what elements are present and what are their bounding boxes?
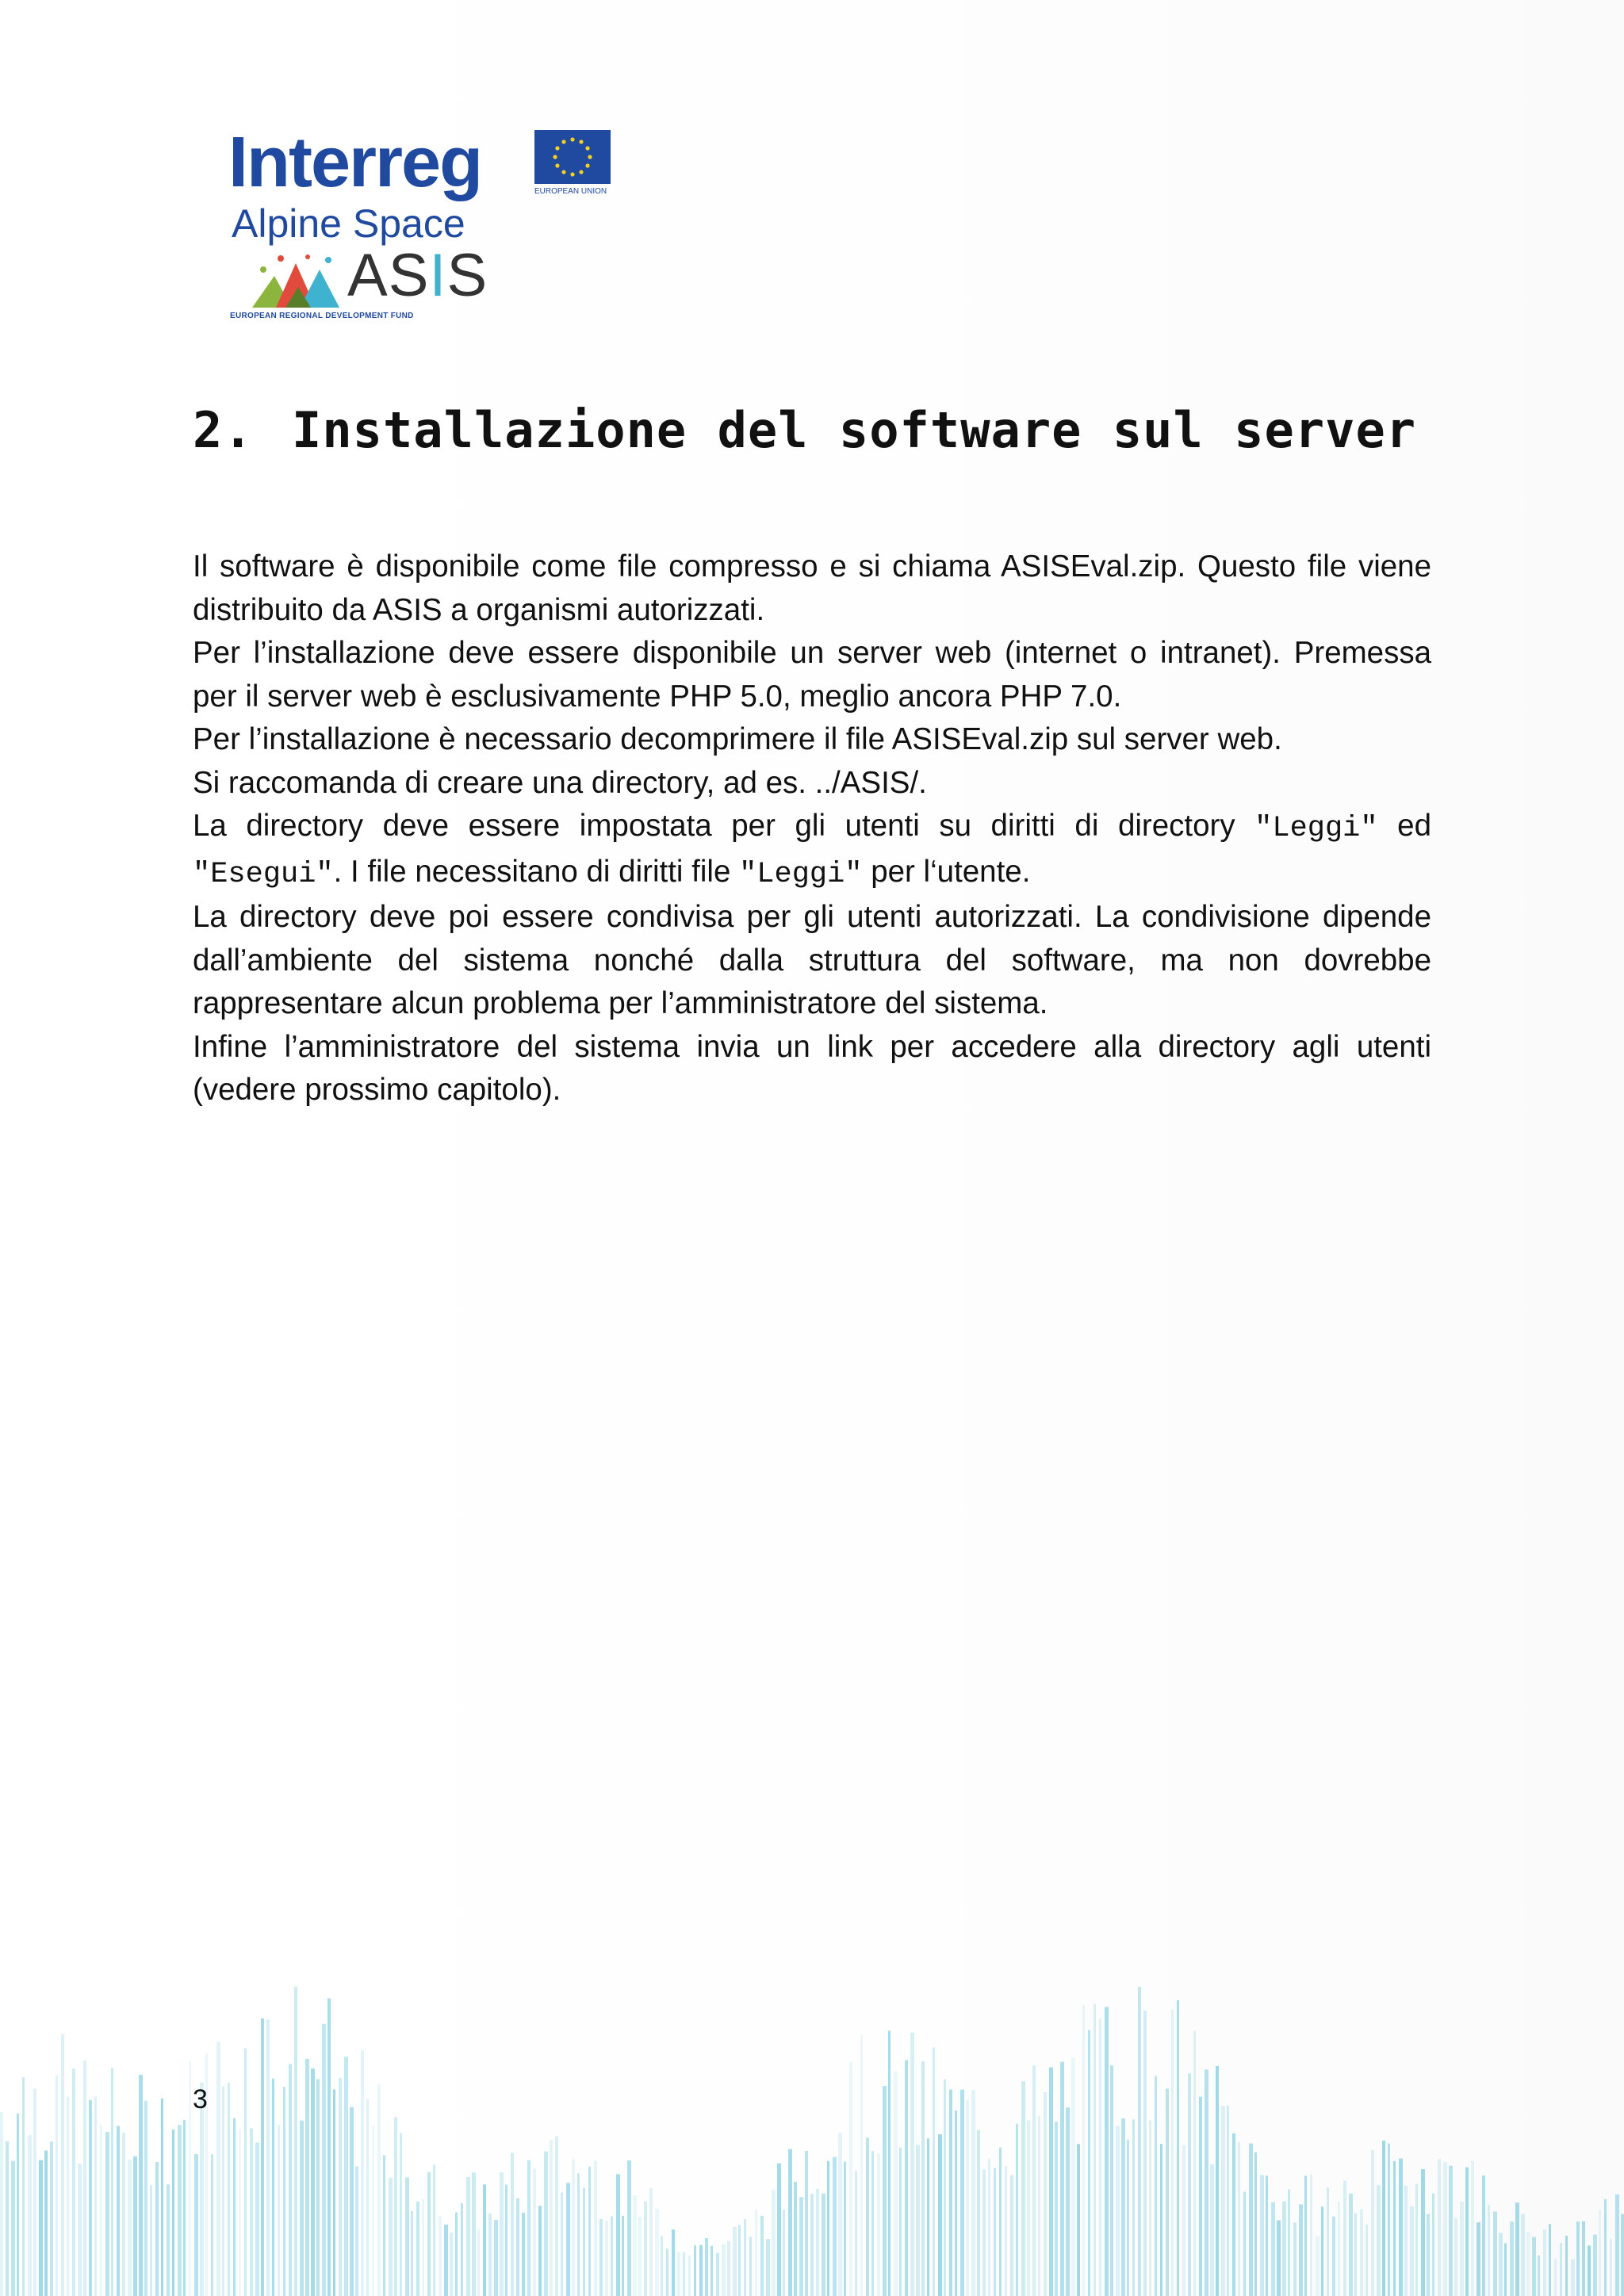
- paragraph-5-part-c: ed: [1377, 809, 1431, 843]
- section-heading: [193, 395, 1461, 466]
- interreg-asis-logo: [228, 123, 625, 325]
- logo-fund-text: EUROPEAN REGIONAL DEVELOPMENT FUND: [230, 312, 414, 320]
- paragraph-1: Il software è disponibile come file compresso e si chiama ASISEval.zip. Questo file viene distribuito da ASIS a organismi autorizzati.: [193, 549, 1431, 627]
- logo-asis-text: [347, 243, 488, 309]
- permission-execute-label: "Esegui": [193, 857, 334, 891]
- paragraph-6: La directory deve poi essere condivisa per gli utenti autorizzati. La condivisione dipende dall’ambiente del sistema nonché dalla struttura del software, ma non dovrebbe rappresentare alcun problema per l’amministratore del sistema.: [193, 900, 1431, 1020]
- section-number: 2.: [193, 401, 254, 459]
- eu-flag-icon: [534, 130, 611, 184]
- footer-wave-decoration: [0, 1982, 1624, 2296]
- paragraph-5: [193, 805, 1431, 896]
- body-text: [193, 545, 1431, 1112]
- page-number: 3: [193, 2084, 208, 2114]
- logo-interreg-text: Interreg: [228, 123, 482, 202]
- logo-alpine-space-text: Alpine Space: [232, 201, 465, 246]
- logo-asis-suffix: S: [446, 242, 488, 309]
- paragraph-4: Si raccomanda di creare una directory, ad es. ../ASIS/.: [193, 765, 927, 800]
- paragraph-2: Per l’installazione deve essere disponibile un server web (internet o intranet). Premessa per il server web è esclusivamente PHP 5.0, meglio ancora PHP 7.0.: [193, 636, 1431, 714]
- paragraph-7: Infine l’amministratore del sistema invia un link per accedere alla directory agli utenti (vedere prossimo capitolo).: [193, 1029, 1431, 1107]
- permission-file-read-label: "Leggi": [739, 857, 863, 891]
- logo-asis-highlight: I: [429, 242, 447, 309]
- page-background: [282, 0, 1624, 2296]
- permission-read-label: "Leggi": [1254, 812, 1378, 845]
- section-title: Installazione del software sul server: [292, 401, 1417, 459]
- asis-mountains-icon: [252, 252, 339, 308]
- paragraph-3: Per l’installazione è necessario decomprimere il file ASISEval.zip sul server web.: [193, 722, 1282, 756]
- paragraph-5-part-g: per l‘utente.: [862, 854, 1031, 889]
- logo-asis-prefix: AS: [347, 242, 430, 309]
- paragraph-5-part-a: La directory deve essere impostata per gli utenti su diritti di directory: [193, 809, 1255, 843]
- paragraph-5-part-e: . I file necessitano di diritti file: [333, 854, 740, 889]
- logo-eu-label: EUROPEAN UNION: [534, 187, 607, 196]
